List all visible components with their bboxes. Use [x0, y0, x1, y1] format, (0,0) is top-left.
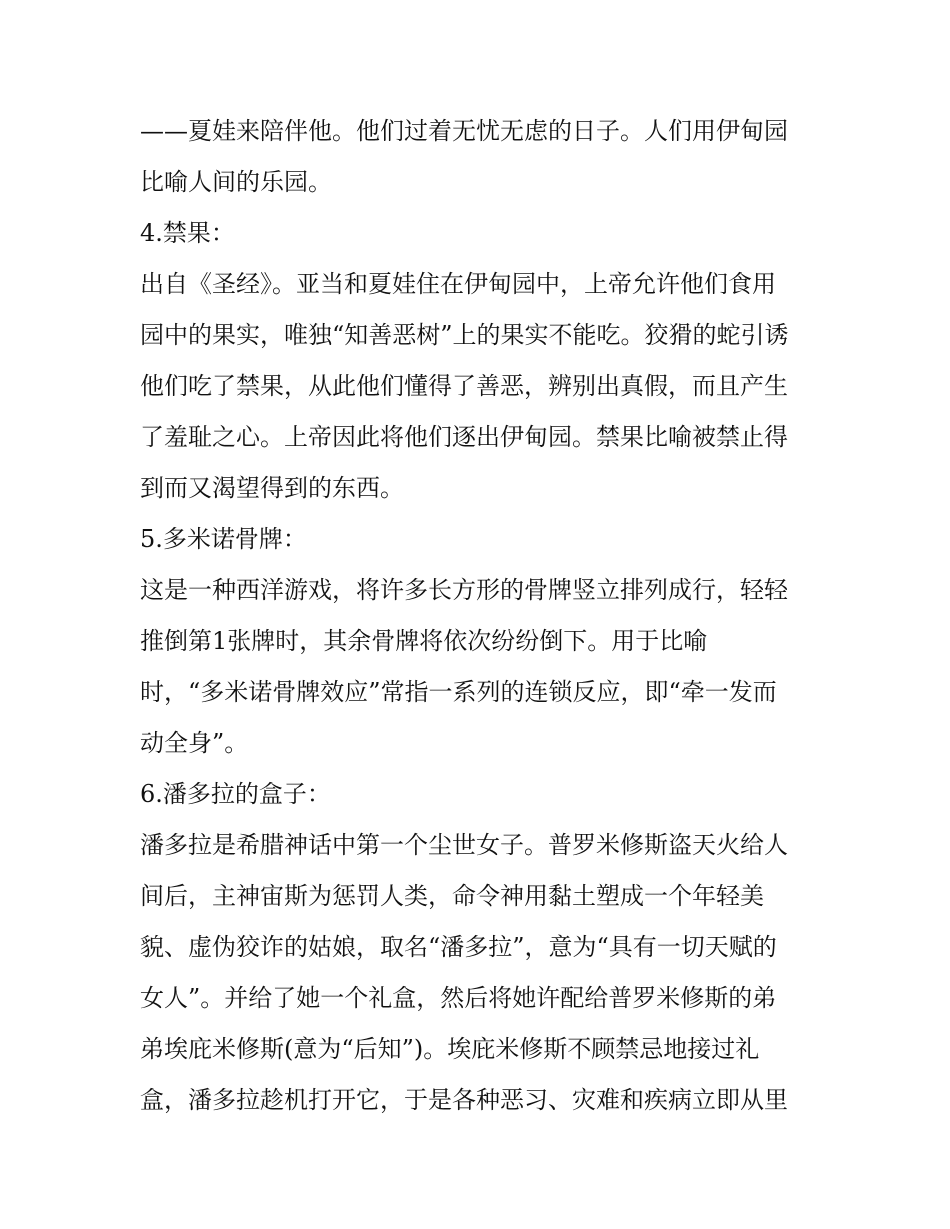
- text-line: 时，“多米诺骨牌效应”常指一系列的连锁反应，即“牵一发而: [140, 678, 777, 706]
- text-line: 他们吃了禁果，从此他们懂得了善恶，辨别出真假，而且产生: [140, 372, 788, 400]
- section-heading-pandora: 6.潘多拉的盒子：: [140, 780, 331, 808]
- text-line: 比喻人间的乐园。: [140, 168, 332, 196]
- text-line: 园中的果实，唯独“知善恶树”上的果实不能吃。狡猾的蛇引诱: [140, 321, 789, 349]
- section-heading-forbidden-fruit: 4.禁果：: [140, 219, 235, 247]
- text-line: 推倒第1张牌时，其余骨牌将依次纷纷倒下。用于比喻: [140, 627, 708, 655]
- text-line: ——夏娃来陪伴他。他们过着无忧无虑的日子。人们用伊甸园: [140, 117, 788, 145]
- text-line: 貌、虚伪狡诈的姑娘，取名“潘多拉”，意为“具有一切天赋的: [140, 933, 777, 961]
- text-line: 弟埃庇米修斯(意为“后知”)。埃庇米修斯不顾禁忌地接过礼: [140, 1035, 760, 1063]
- text-line: 间后，主神宙斯为惩罚人类，命令神用黏土塑成一个年轻美: [140, 882, 764, 910]
- text-line: 动全身”。: [140, 729, 249, 757]
- text-line: 了羞耻之心。上帝因此将他们逐出伊甸园。禁果比喻被禁止得: [140, 423, 788, 451]
- section-heading-domino: 5.多米诺骨牌：: [140, 525, 307, 553]
- text-line: 到而又渴望得到的东西。: [140, 474, 404, 502]
- text-line: 这是一种西洋游戏，将许多长方形的骨牌竖立排列成行，轻轻: [140, 576, 788, 604]
- text-line: 出自《圣经》。亚当和夏娃住在伊甸园中，上帝允许他们食用: [140, 270, 776, 298]
- text-line: 潘多拉是希腊神话中第一个尘世女子。普罗米修斯盗天火给人: [140, 831, 788, 859]
- text-line: 女人”。并给了她一个礼盒，然后将她许配给普罗米修斯的弟: [140, 984, 777, 1012]
- document-body: [140, 106, 820, 1126]
- text-line: 盒，潘多拉趁机打开它，于是各种恶习、灾难和疾病立即从里: [140, 1086, 788, 1114]
